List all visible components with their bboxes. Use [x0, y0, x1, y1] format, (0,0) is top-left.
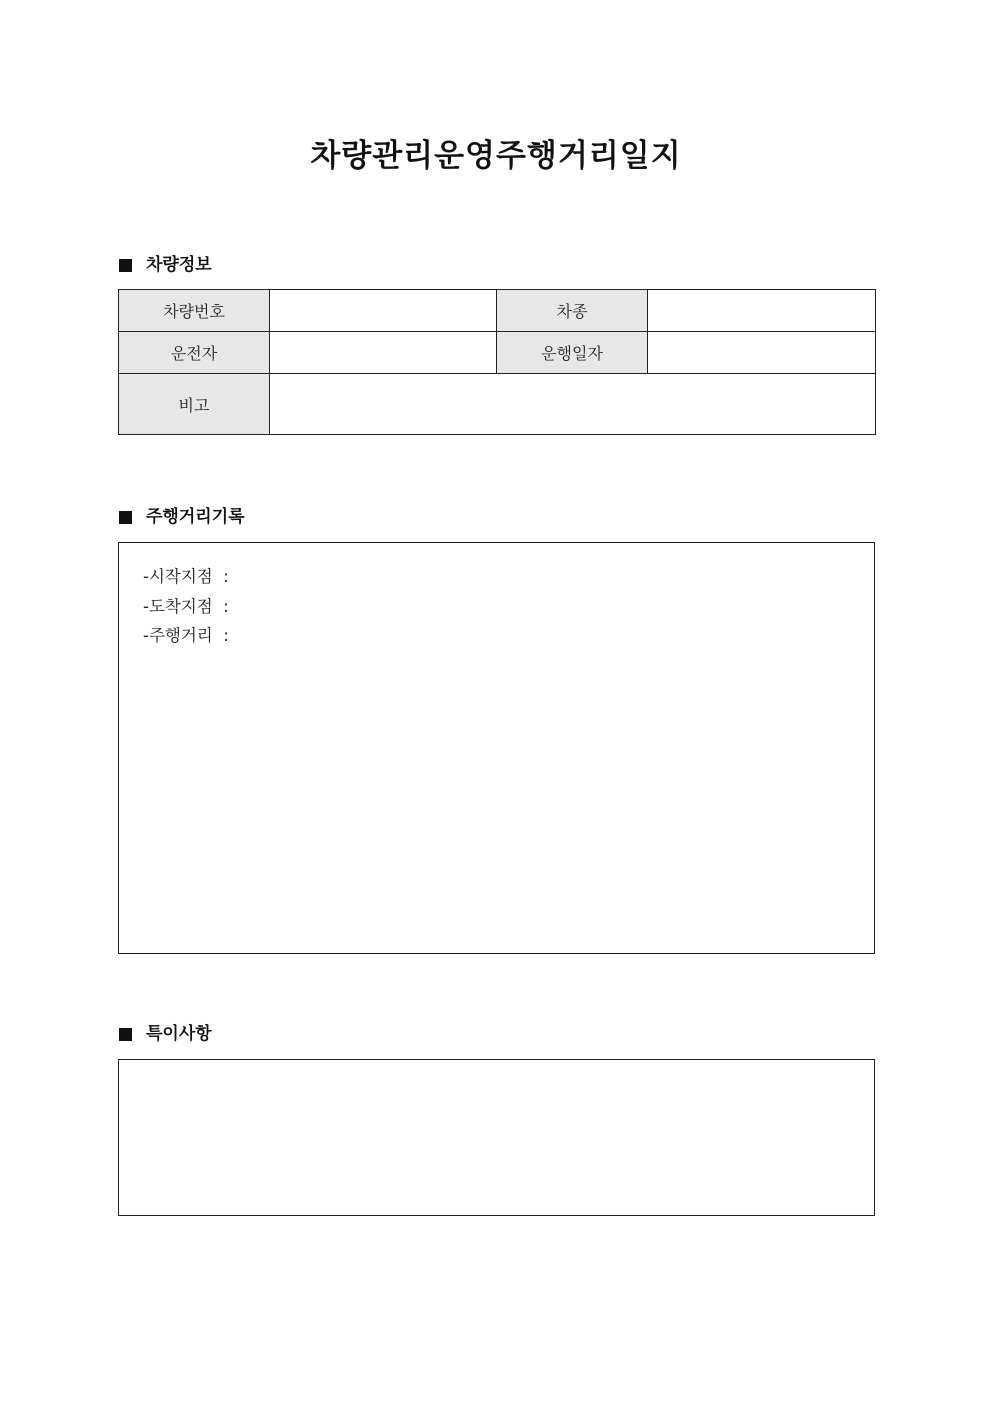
- distance-record-lines: [143, 562, 229, 651]
- vehicle-number-label: 차량번호: [119, 290, 270, 332]
- square-bullet-icon: [119, 511, 132, 524]
- vehicle-number-field[interactable]: [270, 290, 497, 332]
- special-notes-box[interactable]: [118, 1059, 875, 1216]
- driver-field[interactable]: [270, 332, 497, 374]
- square-bullet-icon: [119, 259, 132, 272]
- table-row: [119, 332, 876, 374]
- section-heading-distance-record: [119, 505, 245, 529]
- remarks-label: 비고: [119, 374, 270, 435]
- vehicle-type-label: 차종: [497, 290, 648, 332]
- section-heading-special-notes: [119, 1022, 212, 1046]
- section-heading-vehicle-info: [119, 253, 212, 277]
- section-heading-label: 차량정보: [146, 255, 212, 275]
- document-title: 차량관리운영주행거리일지: [310, 138, 682, 174]
- operation-date-label: 운행일자: [497, 332, 648, 374]
- distance-record-box[interactable]: [118, 542, 875, 954]
- driver-label: 운전자: [119, 332, 270, 374]
- distance-line: -주행거리 :: [143, 626, 229, 645]
- start-point-line: -시작지점 :: [143, 567, 229, 586]
- arrival-point-line: -도착지점 :: [143, 596, 229, 616]
- table-row: [119, 290, 876, 332]
- remarks-field[interactable]: [270, 374, 876, 435]
- section-heading-label: 특이사항: [146, 1024, 212, 1044]
- vehicle-type-field[interactable]: [648, 290, 876, 332]
- table-row: [119, 374, 876, 435]
- square-bullet-icon: [119, 1028, 132, 1041]
- operation-date-field[interactable]: [648, 332, 876, 374]
- vehicle-info-table: [118, 289, 876, 435]
- section-heading-label: 주행거리기록: [146, 507, 245, 527]
